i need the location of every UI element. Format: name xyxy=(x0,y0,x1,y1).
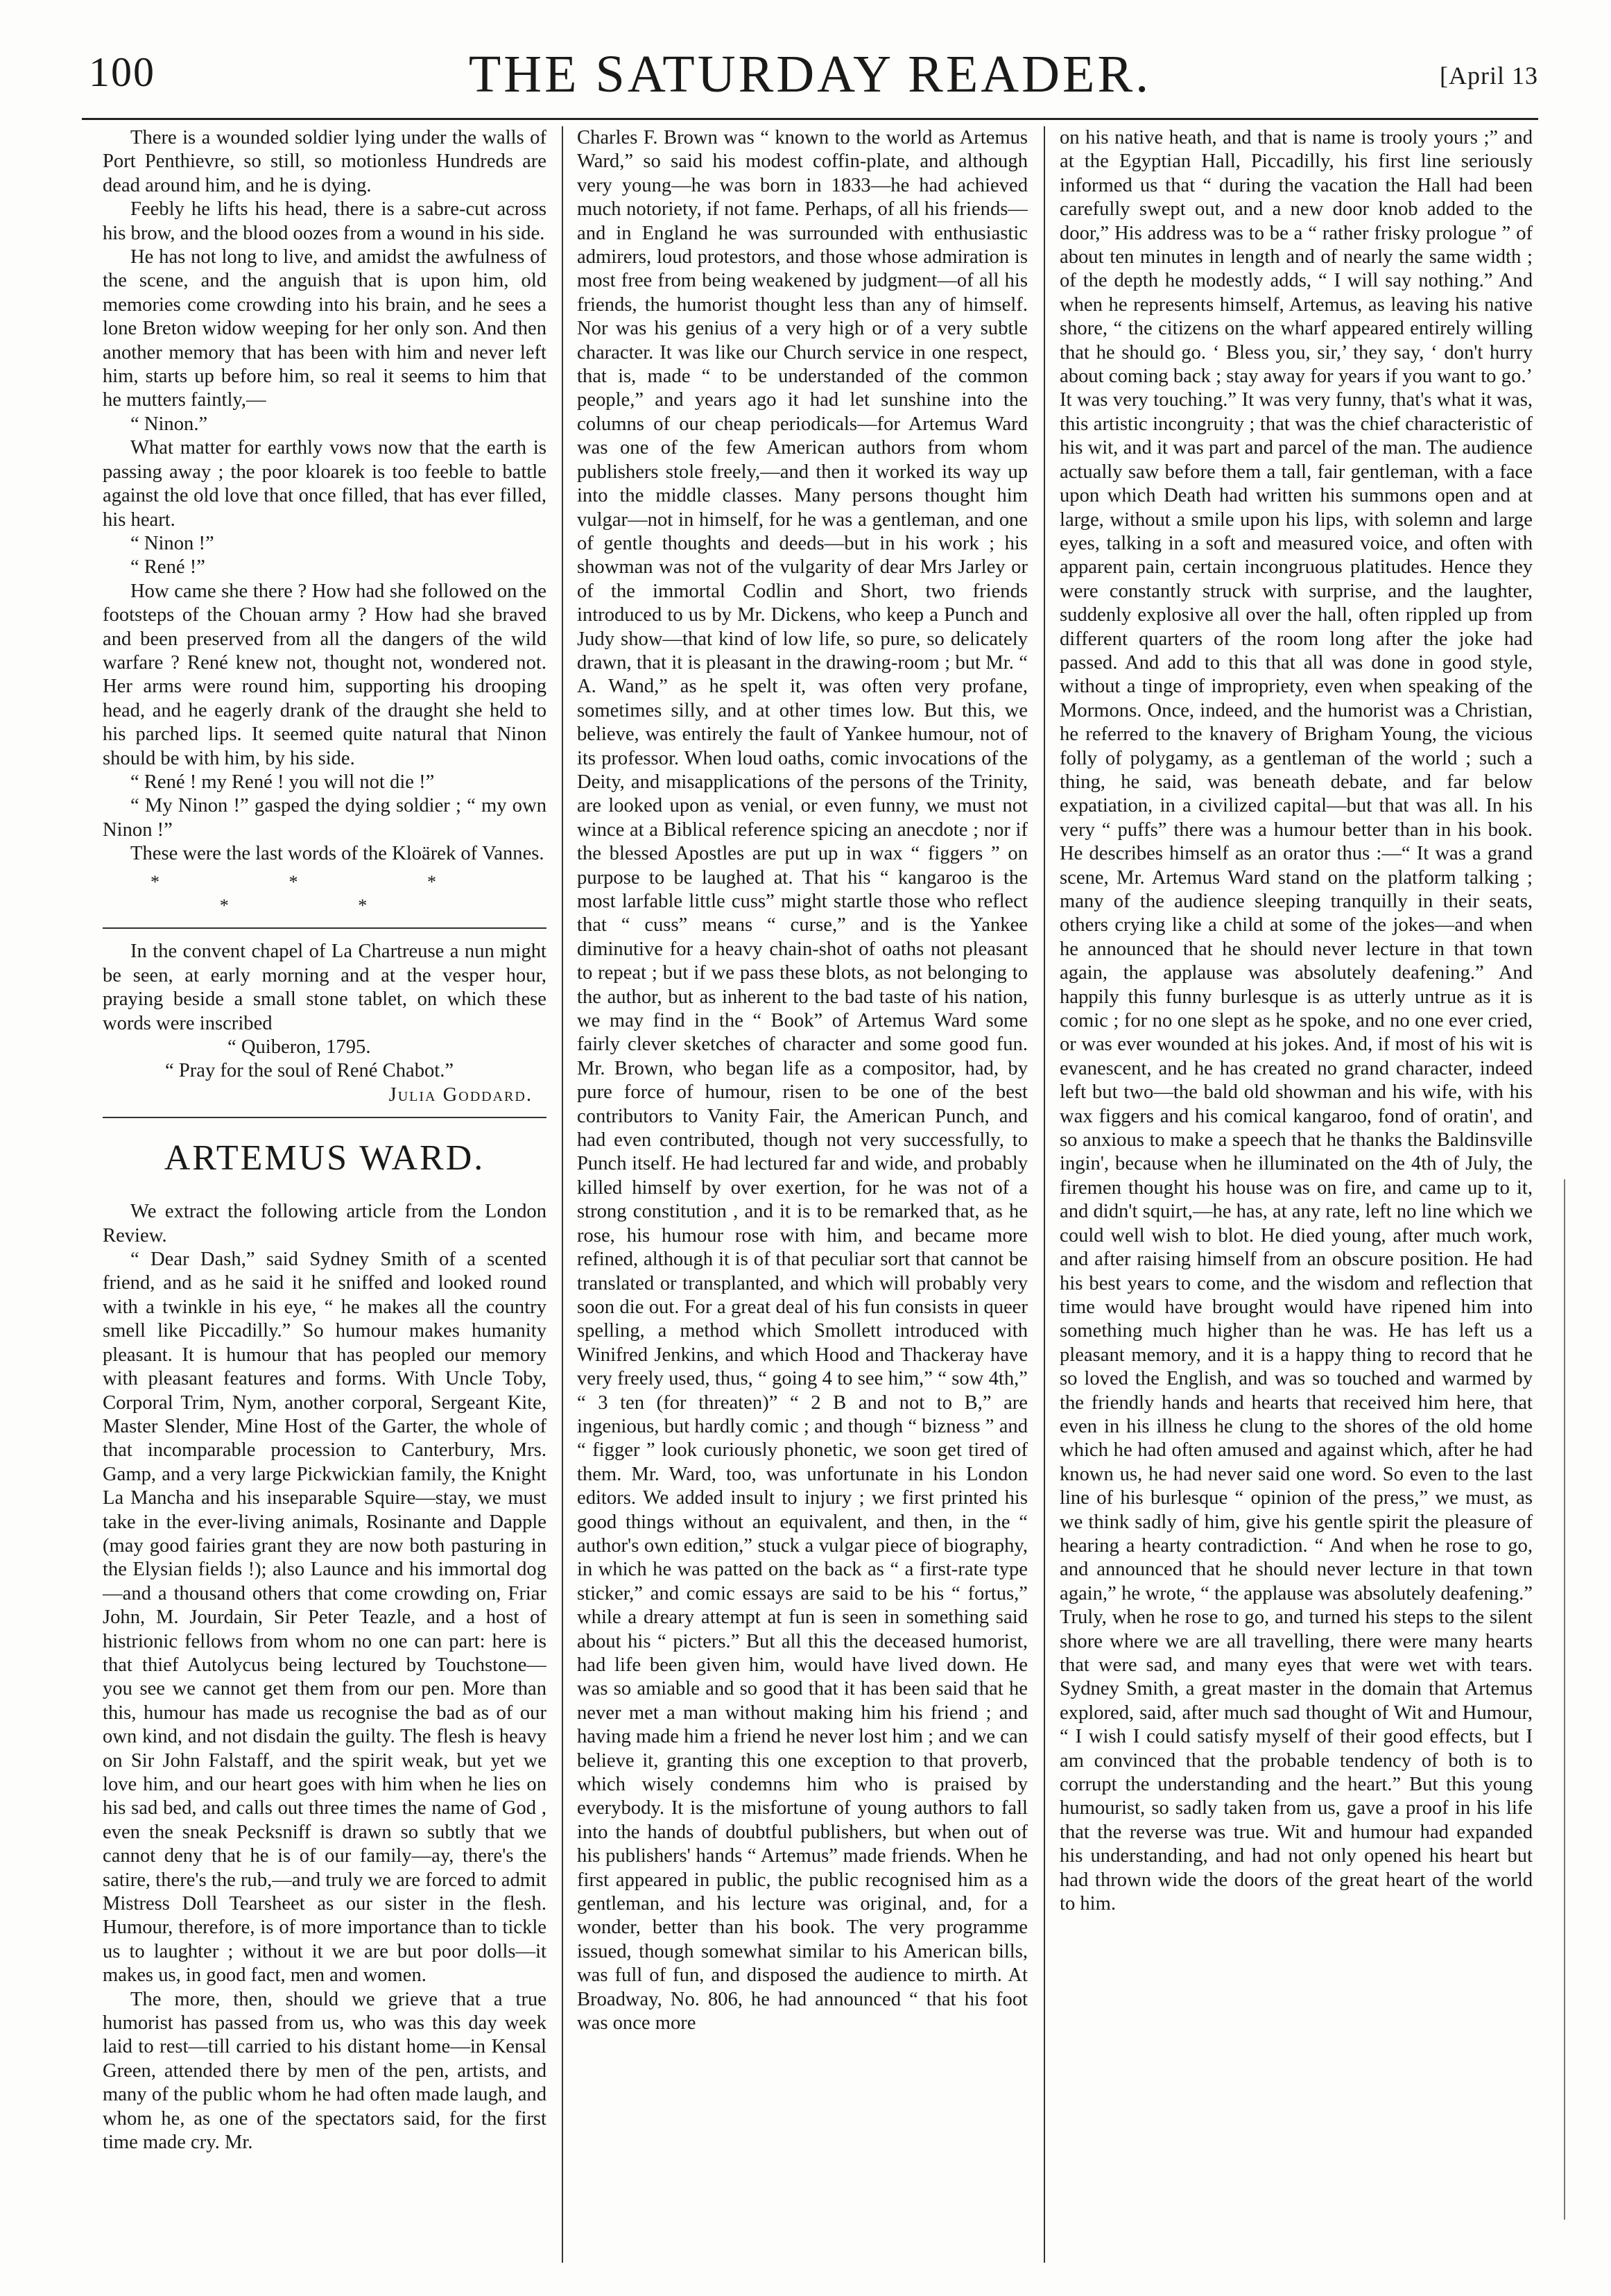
column-divider xyxy=(562,126,563,2263)
page-header xyxy=(82,33,1538,117)
story-paragraph: What matter for earthly vows now that the earth is passing away ; the poor kloarek is too feeble to battle against the old love that once filled, that has ever filled, his heart. xyxy=(103,437,546,531)
article-paragraph: on his native heath, and that is name is trooly yours ;” and at the Egyptian Hall, Piccadilly, his first line seriously informed us that “ during the vacation the Hall had been carefully swept out, and a new door knob added to the door,” His address was to be a “ rather frisky prologue ” of about ten minutes in length and of nearly the same width ; of the depth he modestly adds, “ I will say nothing.” And when he represents himself, Artemus, as leaving his native shore, “ the citizens on the wharf appeared entirely willing that he should go. ‘ Bless you, sir,’ they say, ‘ don't hurry about coming back ; stay away for years if you want to go.’ It was very touching.” It was very funny, that's what it was, this artistic incongruity ; that was the chief characteristic of his wit, and it was part and parcel of the man. The audience actually saw before them a tall, fair gentleman, with a face upon which Death had written his summons open and at large, without a smile upon his lips, with solemn and large eyes, talking in a soft and measured voice, and often with apparent pain, certain incongruous platitudes. Hence they were constantly struck with surprise, and the laughter, suddenly explosive all over the hall, often rippled up from different quarters of the room long after the joke had passed. And add to this that all was done in good style, without a tinge of impropriety, even when speaking of the Mormons. Once, indeed, and the humorist was a Christian, he referred to the knavery of Brigham Young, the vicious folly of polygamy, as a gentleman of the world ; such a thing, he said, was beneath debate, and far below expatiation, in a civilized capital—but that was all. In his very “ puffs” there was a humour better than in his book. He describes himself as an orator thus :—“ It was a grand scene, Mr. Artemus Ward stand on the platform talking ; many of the audience sleeping tranquilly in their seats, others crying like a child at some of the jokes—and when he announced that he should never lecture in that town again, the applause was absolutely deafening.” And happily this funny burlesque is as utterly untrue as it is comic ; for no one slept as he spoke, and no one ever cried, or was ever wounded at his jokes. And, if most of his wit is evanescent, and he has created no grand character, indeed left but two—the bald old showman and his wife, with his wax figgers and his comical kangaroo, fond of oratin', and so anxious to make a speech that he thanks the Baldinsville ingin', because when he illuminated on the 4th of July, the firemen thought his house was on fire, and came up to it, and didn't squirt,—he has, at any rate, left no line which we could well wish to blot. He died young, after much work, and after raising himself from an obscure position. He had his best years to come, and the wisdom and reflection that time would have brought would have ripened him into something much higher than he was. He has left us a pleasant memory, and it is a happy thing to record that he so loved the English, and was so touched and warmed by the friendly hands and hearts that received him here, that even in his illness he clung to the shores of the old home which he had often amused and against which, after he had known us, he had never said one word. So even to the last line of his burlesque “ opinion of the press,” we must, as we think sadly of him, give his gentle spirit the pleasure of hearing a hearty contradiction. “ And when he rose to go, and announced that he should never lecture in that town again,” he wrote, “ the applause was absolutely deafening.” Truly, when he rose to go, and turned his steps to the silent shore where we are all travelling, there were many hearts that were sad, and many eyes that were wet with tears. Sydney Smith, a great master in the domain that Artemus explored, said, after much sad thought of Wit and Humour, “ I wish I could satisfy myself of their good effects, but I am convinced that the probable tendency of both is to corrupt the understanding and the heart.” But this young humourist, so sadly taken from us, gave a proof in his life that the reverse was true. Wit and humour had expanded his understanding, and had not only opened his heart but had thrown wide the doors of the great heart of the world to him. xyxy=(1060,127,1533,1915)
column-1 xyxy=(103,126,546,2263)
short-rule xyxy=(103,927,546,929)
section-break-stars: * * * * * xyxy=(150,871,499,916)
story-paragraph: These were the last words of the Kloärek of Vannes. xyxy=(130,843,544,865)
column-2 xyxy=(577,126,1028,2263)
story-paragraph: “ Ninon.” xyxy=(130,413,208,435)
article-paragraph: “ Dear Dash,” said Sydney Smith of a scented friend, and as he said it he sniffed and looked round with a twinkle in his eye, “ he makes all the country smell like Piccadilly.” So humour makes humanity pleasant. It is humour that has peopled our memory with pleasant features and forms. With Uncle Toby, Corporal Trim, Nym, another corporal, Sergeant Kite, Master Slender, Mine Host of the Garter, the whole of that incomparable procession to Canterbury, Mrs. Gamp, and a very large Pickwickian family, the Knight La Mancha and his inseparable Squire—stay, we must take in the ever-living animals, Rosinante and Dapple (may good fairies grant they are now both pasturing in the Elysian fields !); also Launce and his immortal dog—and a thousand others that come crowding on, Friar John, M. Jourdain, Sir Peter Teazle, and a host of histrionic fellows from whom no one can part: here is that thief Autolycus being lectured by Touchstone—you see we cannot get them from our pen. More than this, humour has made us recognise the bad as of our own kind, and not disdain the guilty. The flesh is heavy on Sir John Falstaff, and the spirit weak, but yet we love him, and our heart goes with him when he lies on his sad bed, and calls out three times the name of God , even the sneak Pecksniff is drawn so subtly that we cannot deny that he is of our family—ay, there's the satire, there's the rub,—and truly we are forced to admit Mistress Doll Tearsheet as our sister in the flesh. Humour, therefore, is of more importance than to tickle us to laughter ; without it we are but poor dolls—it makes us, in good fact, men and women. xyxy=(103,1249,546,1987)
column-3 xyxy=(1060,126,1533,2263)
column-divider xyxy=(1044,126,1045,2263)
article-paragraph: Charles F. Brown was “ known to the world as Artemus Ward,” so said his modest coffin-plate, and although very young—he was born in 1833—he had achieved much notoriety, if not fame. Perhaps, of all his friends—and in England he was surrounded with enthusiastic admirers, loud protestors, and those whose admiration is most free from being weakened by judgment—of all his friends, the humorist thought less than any of himself. Nor was his genius of a very high or of a very subtle character. It was like our Church service in one respect, that is, made “ to be understanded of the common people,” and years ago it had let sunshine into the columns of our cheap periodicals—for Artemus Ward was one of the few American authors from whom publishers stole freely,—and then it worked its way up into the middle classes. Many persons thought him vulgar—not in himself, for he was a gentleman, and one of gentle thoughts and deeds—but in his work ; his showman was not of the vulgarity of dear Mrs Jarley or of the immortal Codlin and Short, two friends introduced to us by Mr. Dickens, who keep a Punch and Judy show—that kind of low life, so pure, so delicately drawn, that it is pleasant in the drawing-room ; but Mr. “ A. Wand,” as he spelt it, was often very profane, sometimes silly, and at other times low. But this, we believe, was entirely the fault of Yankee humour, not of its professor. When loud oaths, comic invocations of the Deity, and misapplications of the persons of the Trinity, are looked upon as venial, or even funny, we must not wince at a Biblical reference spicing an anecdote ; nor if the blessed Apostles are put up in wax “ figgers ” on purpose to be laughed at. That his “ kangaroo is the most larfable little cuss” might startle those who reflect that “ cuss” means “ curse,” and is the Yankee diminutive for a heavy chain-shot of oaths not pleasant to repeat ; but if we pass these blots, as not belonging to the author, but as inherent to the bad taste of his nation, we may find in the “ Book” of Artemus Ward some fairly clever sketches of character and some good fun. Mr. Brown, who began life as a compositor, had, by pure force of humour, risen to be one of the best contributors to Vanity Fair, the American Punch, and had even contributed, though not very successfully, to Punch itself. He had lectured far and wide, and probably killed himself by over exertion, for he was not of a strong constitution , and it is to be remarked that, as he rose, his humour rose with him, and became more refined, although it is of that peculiar sort that cannot be translated or transplanted, and which will probably very soon die out. For a great deal of his fun consists in queer spelling, a method which Smollett introduced with Winifred Jenkins, and which Hood and Thackeray have very freely used, thus, “ going 4 to see him,” “ sow 4th,” “ 3 ten (for threaten)” “ 2 B and not to B,” are ingenious, but hardly comic ; and though “ bizness ” and “ figger ” look curiously phonetic, we soon get tired of them. Mr. Ward, too, was unfortunate in his London editors. We added insult to injury ; we first printed his good things without an equivalent, and then, in the “ author's own edition,” stuck a vulgar piece of biography, in which he was patted on the back as “ a first-rate type sticker,” and comic essays are said to be his “ fortus,” while a dreary attempt at fun is seen in something said about his “ picters.” But all this the deceased humorist, had life been given him, would have lived down. He was so amiable and so good that it has been said that he never met a man without making him his friend ; and having made him a friend he never lost him ; and we can believe it, granting this one exception to that proverb, which wisely condemns him who is praised by everybody. It is the misfortune of young authors to fall into the hands of doubtful publishers, but when out of his publishers' hands “ Artemus” made friends. When he first appeared in public, the public recognised him as a gentleman, and his lecture was original, and, for a wonder, better than his book. The very programme issued, though somewhat similar to his American bills, was full of fun, and disposed the audience to mirth. At Broadway, No. 806, he had announced “ that his foot was once more xyxy=(577,127,1028,2034)
story-paragraph: Feebly he lifts his head, there is a sabre-cut across his brow, and the blood oozes from a wound in his side. xyxy=(103,198,546,244)
story-paragraph: “ René ! my René ! you will not die !” xyxy=(130,771,435,793)
page-edge-shadow xyxy=(1564,1179,1565,2220)
story-paragraph: How came she there ? How had she followed on the footsteps of the Chouan army ? How had she braved and been preserved from all the dangers of the wild warfare ? René knew not, thought not, wondered not. Her arms were round him, supporting his drooping head, and he eagerly drank of the draught she held to his parched lips. It seemed quite natural that Ninon should be with him, by his side. xyxy=(103,580,546,769)
story-paragraph: There is a wounded soldier lying under the walls of Port Penthievre, so still, so motionless Hundreds are dead around him, and he is dying. xyxy=(103,127,546,196)
short-rule xyxy=(103,1117,546,1118)
issue-date: [April 13 xyxy=(1440,62,1538,89)
story-paragraph: “ My Ninon !” gasped the dying soldier ; “ my own Ninon !” xyxy=(103,795,546,841)
story-author: Julia Goddard. xyxy=(388,1083,533,1106)
page-number: 100 xyxy=(89,49,155,95)
article-paragraph: We extract the following article from the London Review. xyxy=(103,1201,546,1246)
article-title: ARTEMUS WARD. xyxy=(164,1138,485,1179)
masthead-title: THE SATURDAY READER. xyxy=(468,45,1152,103)
header-rule xyxy=(82,118,1538,120)
inscription-line: “ Quiberon, 1795. xyxy=(227,1036,371,1059)
story-paragraph: “ Ninon !” xyxy=(130,532,214,554)
story-paragraph: He has not long to live, and amidst the awfulness of the scene, and the anguish that is upon him, old memories come crowding into his brain, and he sees a lone Breton widow weeping for her only son. And then another memory that has been with him and never left him, starts up before him, so real it seems to him that he mutters faintly,— xyxy=(103,246,546,411)
inscription-line: “ Pray for the soul of René Chabot.” xyxy=(165,1060,454,1082)
story-paragraph: “ René !” xyxy=(130,556,205,579)
epilogue-paragraph: In the convent chapel of La Chartreuse a nun might be seen, at early morning and at the vesper hour, praying beside a small stone tablet, on which these words were inscribed xyxy=(103,941,546,1034)
article-paragraph: The more, then, should we grieve that a true humorist has passed from us, who was this day week laid to rest—till carried to his distant home—in Kensal Green, attended there by men of the pen, artists, and many of the public whom he had often made laugh, and whom he, as one of the spectators said, for the first time made cry. Mr. xyxy=(103,1988,546,2154)
